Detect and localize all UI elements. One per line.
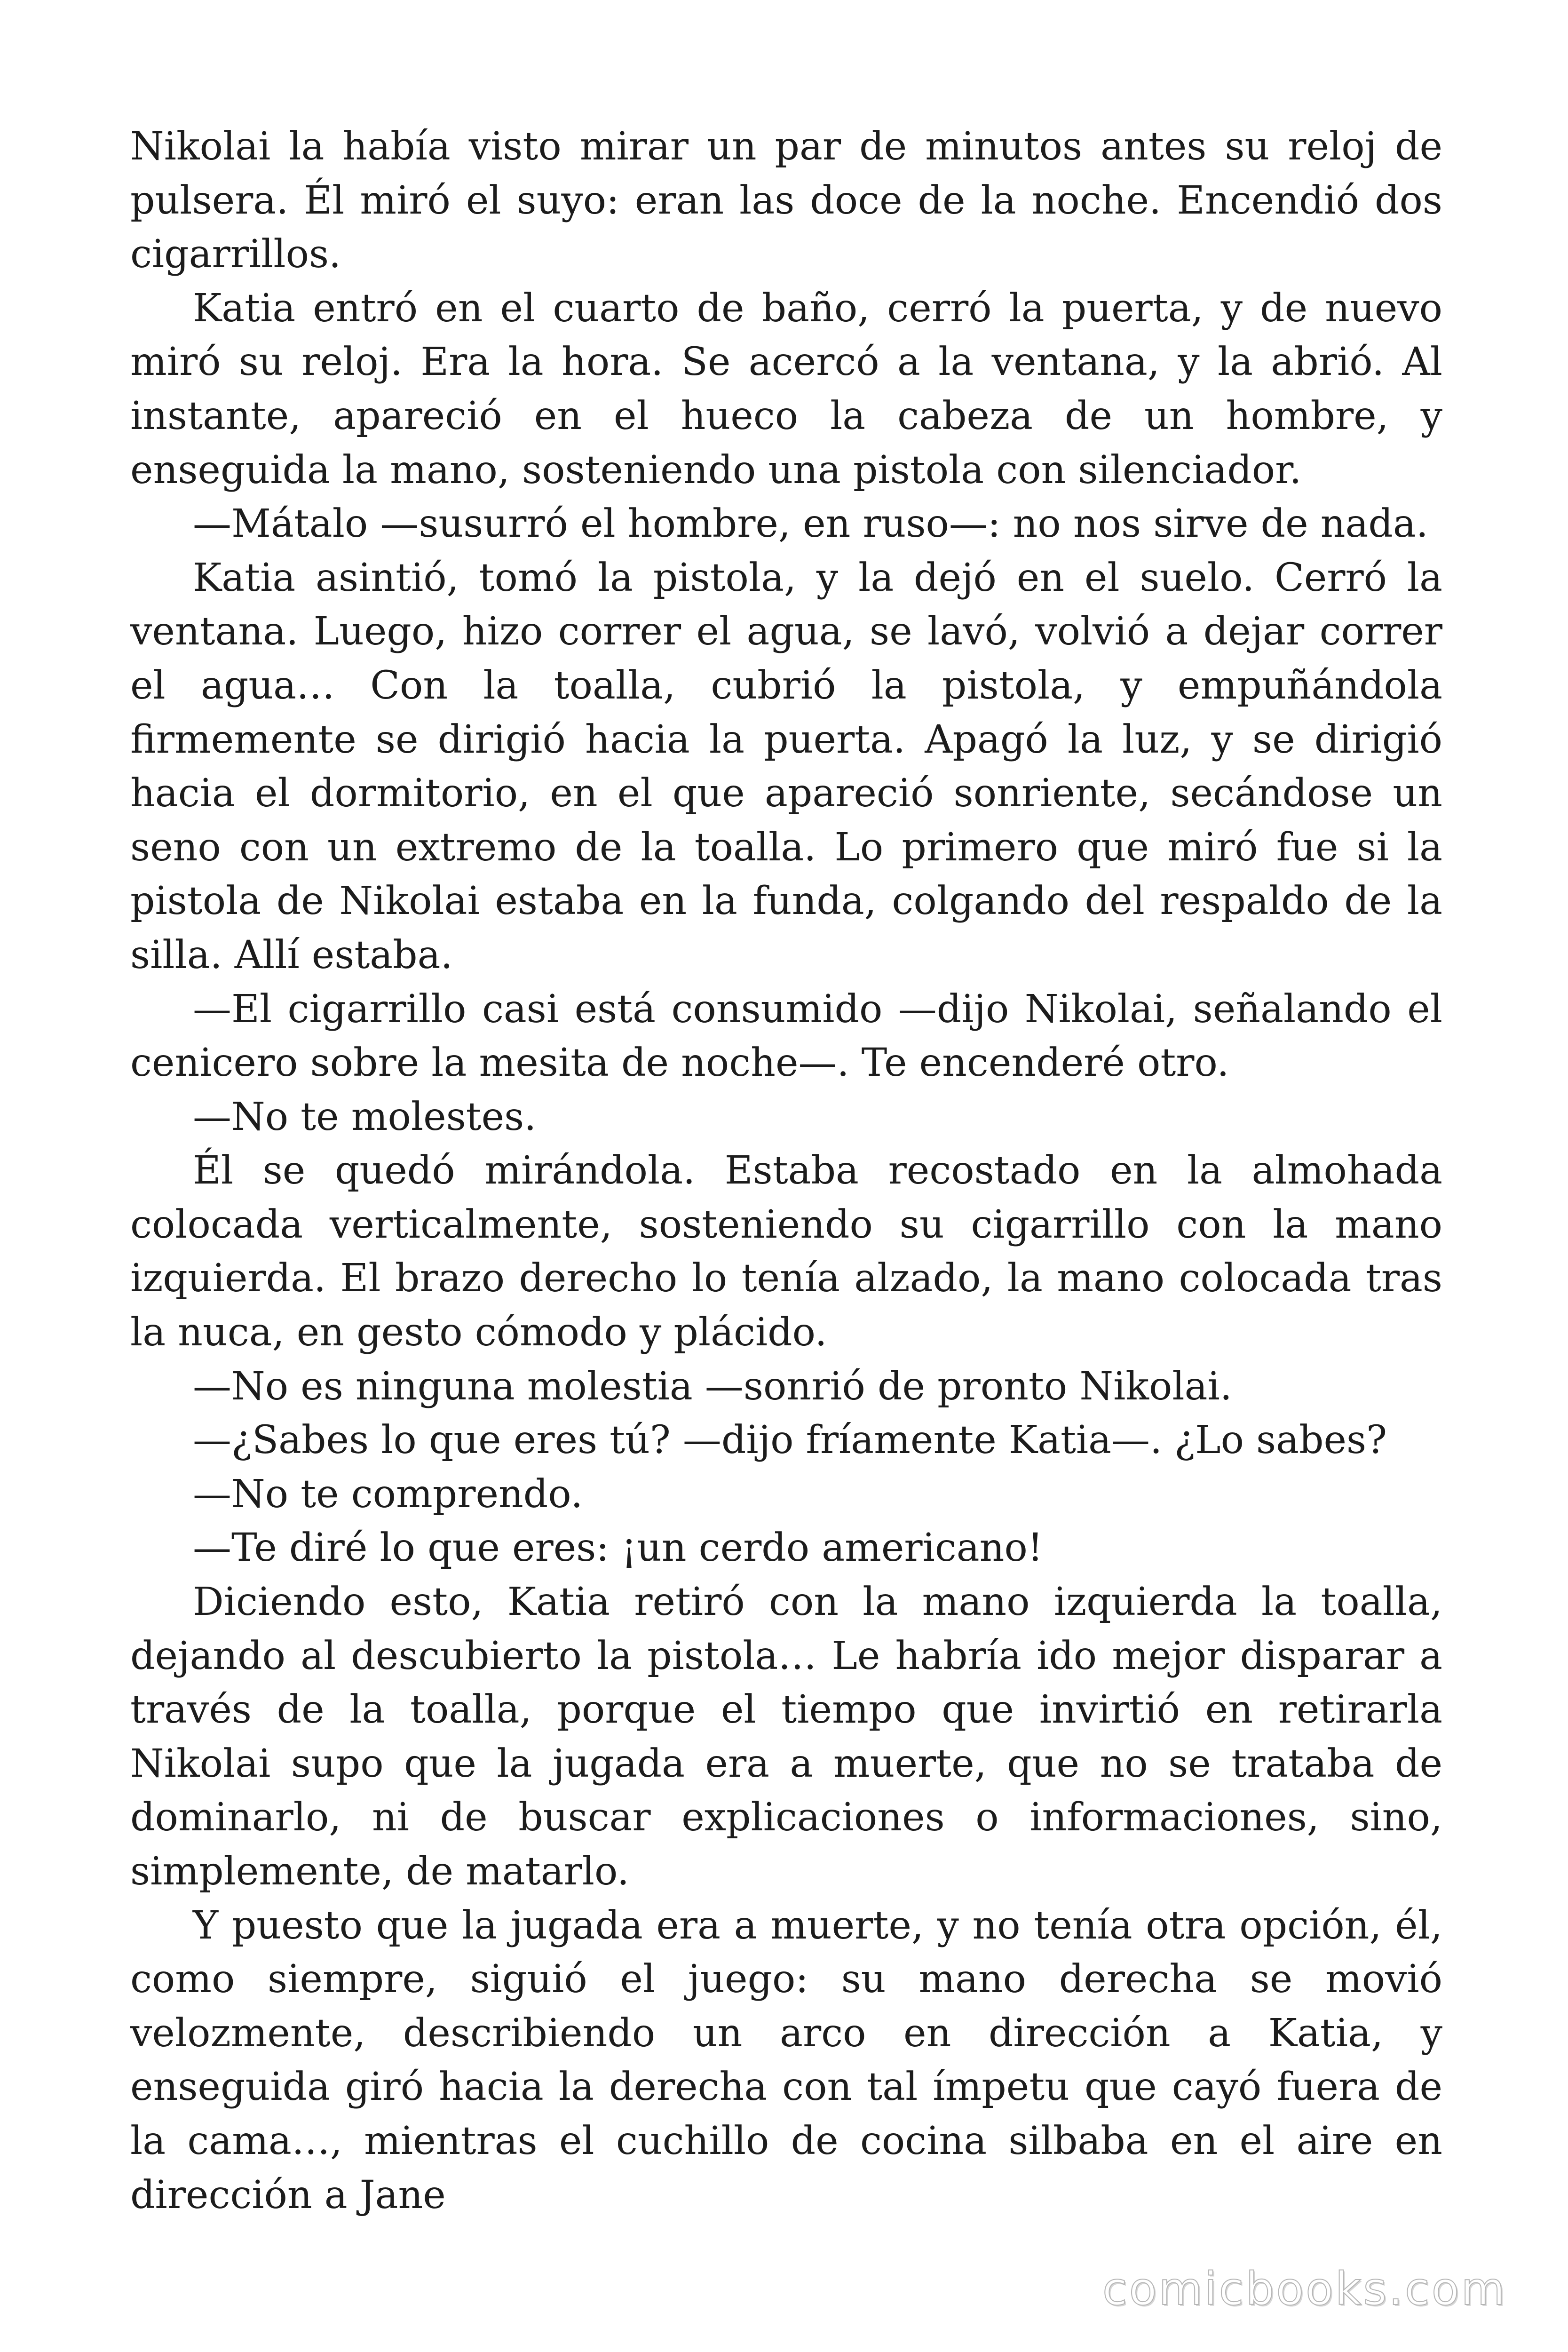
paragraph-5-dialogue: —El cigarrillo casi está consumido —dijo Nikolai, señalando el cenicero sobre la mesita de noche—. Te encenderé otro. [130, 986, 1442, 1086]
paragraph-11-dialogue: —Te diré lo que eres: ¡un cerdo americano! [193, 1526, 1043, 1571]
paragraph-6-dialogue: —No te molestes. [193, 1094, 537, 1139]
paragraph-9-dialogue: —¿Sabes lo que eres tú? —dijo fríamente Katia—. ¿Lo sabes? [193, 1418, 1387, 1463]
paragraph-1: Nikolai la había visto mirar un par de minutos antes su reloj de pulsera. Él miró el suyo: eran las doce de la noche. Encendió dos cigarrillos. [130, 124, 1442, 277]
watermark-logo: comicbooks.com [1102, 2263, 1507, 2315]
paragraph-4: Katia asintió, tomó la pistola, y la dejó en el suelo. Cerró la ventana. Luego, hizo correr el agua, se lavó, volvió a dejar correr el agua… Con la toalla, cubrió la pistola, y empuñándola firmemente se dirigió hacia la puerta. Apagó la luz, y se dirigió hacia el dormitorio, en el que apareció sonriente, secándose un seno con un extremo de la toalla. Lo primero que miró fue si la pistola de Nikolai estaba en la funda, colgando del respaldo de la silla. Allí estaba. [130, 555, 1442, 977]
paragraph-10-dialogue: —No te comprendo. [193, 1471, 583, 1517]
paragraph-7: Él se quedó mirándola. Estaba recostado en la almohada colocada verticalmente, sosteniendo su cigarrillo con la mano izquierda. El brazo derecho lo tenía alzado, la mano colocada tras la nuca, en gesto cómodo y plácido. [130, 1148, 1442, 1355]
book-page-text [130, 120, 1442, 2222]
paragraph-13: Y puesto que la jugada era a muerte, y no tenía otra opción, él, como siempre, siguió el juego: su mano derecha se movió velozmente, describiendo un arco en dirección a Katia, y enseguida giró hacia la derecha con tal ímpetu que cayó fuera de la cama…, mientras el cuchillo de cocina silbaba en el aire en dirección a Jane [130, 1903, 1442, 2217]
paragraph-8-dialogue: —No es ninguna molestia —sonrió de pronto Nikolai. [193, 1364, 1232, 1409]
paragraph-3-dialogue: —Mátalo —susurró el hombre, en ruso—: no nos sirve de nada. [193, 501, 1428, 547]
paragraph-2: Katia entró en el cuarto de baño, cerró la puerta, y de nuevo miró su reloj. Era la hora. Se acercó a la ventana, y la abrió. Al instante, apareció en el hueco la cabeza de un hombre, y enseguida la mano, sosteniendo una pistola con silenciador. [130, 286, 1442, 493]
paragraph-12: Diciendo esto, Katia retiró con la mano izquierda la toalla, dejando al descubierto la pistola… Le habría ido mejor disparar a través de la toalla, porque el tiempo que invirtió en retirarla Nikolai supo que la jugada era a muerte, que no se trataba de dominarlo, ni de buscar explicaciones o informaciones, sino, simplemente, de matarlo. [130, 1580, 1442, 1894]
